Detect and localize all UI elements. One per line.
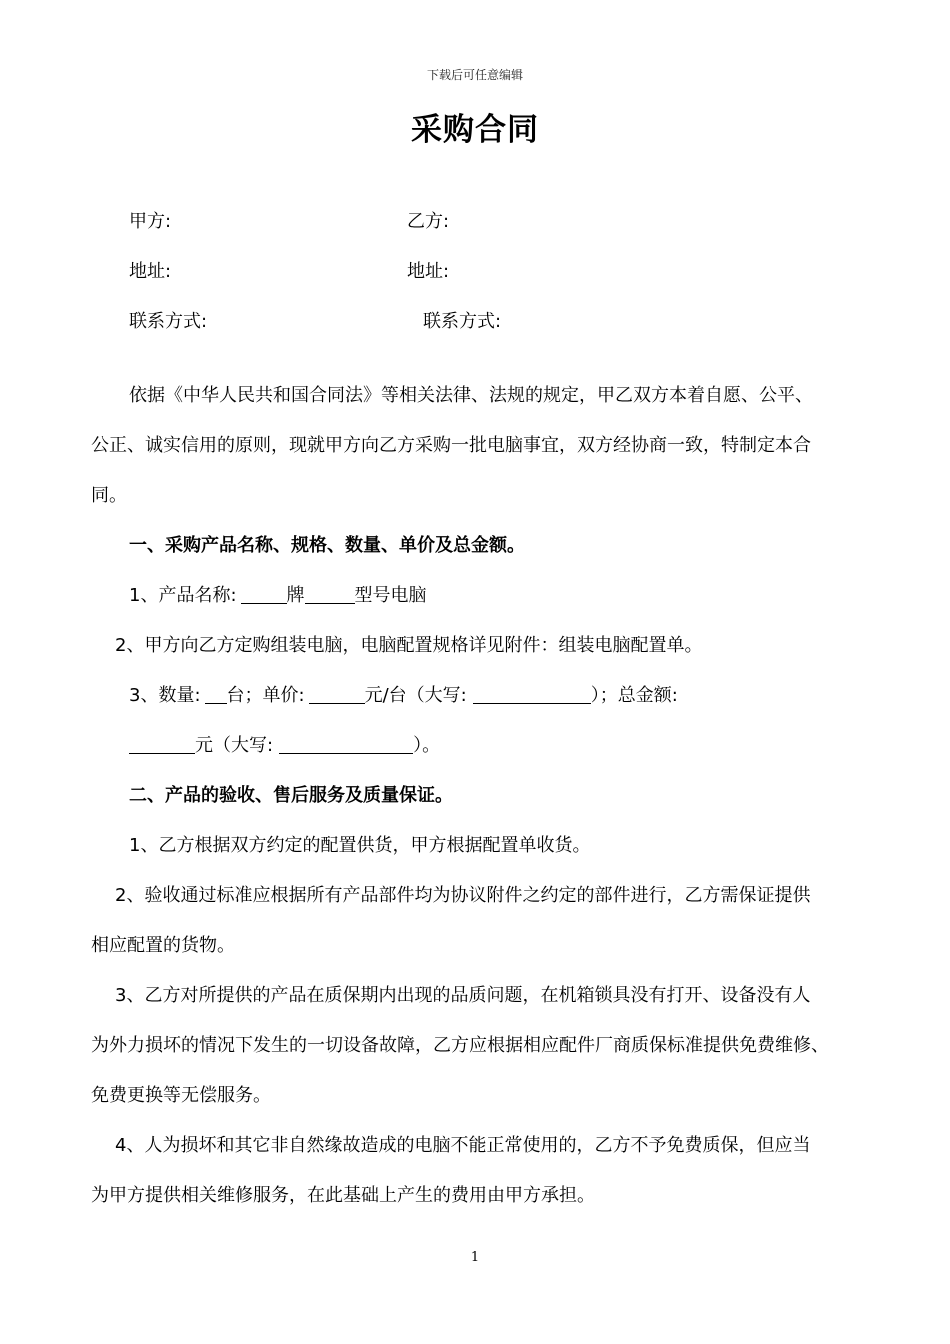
- address-a-label: 地址:: [129, 261, 172, 282]
- intro-line-1: 依据《中华人民共和国合同法》等相关法律、法规的规定，甲乙双方本着自愿、公平、: [129, 385, 813, 406]
- section2-line-7: 4、人为损坏和其它非自然缘故造成的电脑不能正常使用的，乙方不予免费质保，但应当: [115, 1135, 811, 1156]
- document-title: 采购合同: [411, 112, 539, 148]
- section1-heading: 一、采购产品名称、规格、数量、单价及总金额。: [129, 535, 525, 556]
- unit-price-words-blank: [473, 685, 591, 704]
- section1-item1: [129, 584, 427, 608]
- item3-total-label: ）；总金额:: [590, 685, 678, 706]
- contact-b-label: 联系方式:: [423, 311, 502, 332]
- section2-line-6: 免费更换等无偿服务。: [91, 1085, 271, 1106]
- address-b-label: 地址:: [407, 261, 450, 282]
- page-number: 1: [470, 1250, 480, 1265]
- section2-line-5: 为外力损坏的情况下发生的一切设备故障，乙方应根据相应配件厂商质保标准提供免费维修、: [91, 1035, 829, 1056]
- item1-mid: 牌: [286, 585, 305, 606]
- section1-item3-cont: [129, 734, 440, 758]
- section2-line-2: 2、验收通过标准应根据所有产品部件均为协议附件之约定的部件进行，乙方需保证提供: [115, 885, 811, 906]
- total-amount-blank: [129, 735, 195, 754]
- brand-blank: [241, 585, 287, 604]
- item1-suffix: 型号电脑: [354, 585, 427, 606]
- item3-per-unit-label: 元/台（大写:: [364, 685, 467, 706]
- party-b-label: 乙方:: [407, 211, 450, 232]
- item1-prefix: 1、产品名称:: [129, 585, 237, 606]
- section1-item2: 2、甲方向乙方定购组装电脑，电脑配置规格详见附件：组装电脑配置单。: [115, 635, 703, 656]
- item3-unit-price-label: 台；单价:: [226, 685, 305, 706]
- section2-heading: 二、产品的验收、售后服务及质量保证。: [129, 785, 453, 806]
- section2-line-4: 3、乙方对所提供的产品在质保期内出现的品质问题，在机箱锁具没有打开、设备没有人: [115, 985, 811, 1006]
- section1-item3: [129, 684, 678, 708]
- intro-line-3: 同。: [91, 485, 127, 506]
- quantity-blank: [205, 685, 227, 704]
- item3b-words-label: 元（大写:: [195, 735, 274, 756]
- model-blank: [305, 585, 355, 604]
- total-words-blank: [279, 735, 413, 754]
- section2-line-1: 1、乙方根据双方约定的配置供货，甲方根据配置单收货。: [129, 835, 591, 856]
- contact-a-label: 联系方式:: [129, 311, 208, 332]
- item3b-end: ）。: [413, 735, 441, 756]
- intro-line-2: 公正、诚实信用的原则，现就甲方向乙方采购一批电脑事宜，双方经协商一致，特制定本合: [91, 435, 811, 456]
- party-a-label: 甲方:: [129, 211, 172, 232]
- item3-quantity-label: 3、数量:: [129, 685, 201, 706]
- section2-line-8: 为甲方提供相关维修服务，在此基础上产生的费用由甲方承担。: [91, 1185, 595, 1206]
- header-note: 下载后可任意编辑: [426, 68, 523, 82]
- unit-price-blank: [309, 685, 365, 704]
- section2-line-3: 相应配置的货物。: [91, 935, 235, 956]
